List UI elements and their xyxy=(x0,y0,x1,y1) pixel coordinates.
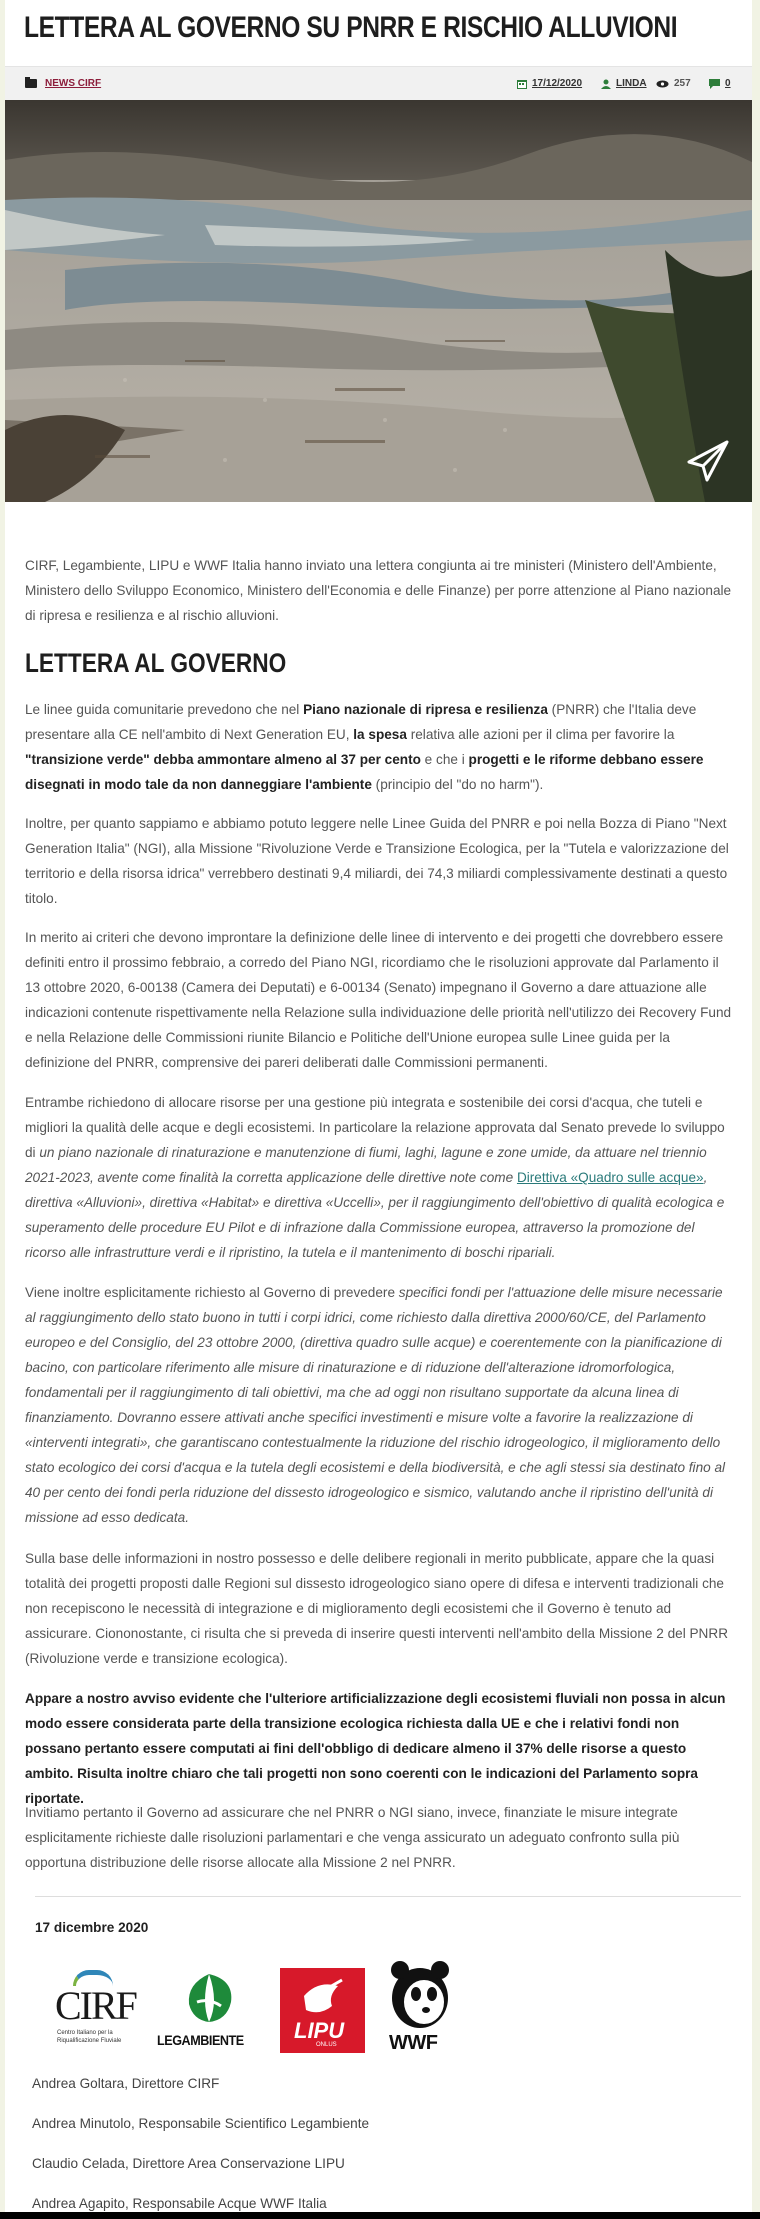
lipu-logo-text: LIPU xyxy=(294,2018,345,2043)
folder-icon xyxy=(25,79,37,88)
paragraph-1-text: Le linee guida comunitarie prevedono che nel Piano nazionale di ripresa e resilienza (PNRR) che l'Italia deve presentare alla CE nell'ambito di Next Generation EU, la spesa relativa alle azioni per il clima per favorire la "transizione verde" debba ammontare almeno al 37 per cento e che i progetti e le riforme debbano essere disegnati in modo tale da non danneggiare l'ambiente (principio del "do no harm"). xyxy=(25,702,704,792)
cirf-logo-text: CIRF xyxy=(55,1983,136,2028)
river-photo xyxy=(5,100,752,502)
paper-plane-icon[interactable] xyxy=(687,440,729,482)
paragraph-4 xyxy=(25,1090,735,1265)
cirf-logo-subtitle-1: Centro Italiano per la xyxy=(57,2030,113,2036)
views-count: 257 xyxy=(674,78,691,89)
intro-text: CIRF, Legambiente, LIPU e WWF Italia hanno inviato una lettera congiunta ai tre ministeri (Ministero dell'Ambiente, Ministero dello Sviluppo Economico, Ministero dell'Economia e delle Finanze) per porre attenzione al Piano nazionale di ripresa e resilienza e al rischio alluvioni. xyxy=(25,558,732,623)
paragraph-3 xyxy=(25,925,735,1075)
paragraph-8 xyxy=(25,1800,735,1875)
eye-icon xyxy=(656,80,669,88)
paragraph-8-text: Invitiamo pertanto il Governo ad assicurare che nel PNRR o NGI siano, invece, finanziate le misure integrate esplicitamente richieste dalle risoluzioni parlamentari e che venga assicurato un adeguato confronto sulla più opportuna distribuzione delle risorse allocate alla Missione 2 nel PNRR. xyxy=(25,1805,680,1870)
paragraph-4-text: Entrambe richiedono di allocare risorse per una gestione più integrata e sostenibile dei corsi d'acqua, che tuteli e migliori la qualità delle acque e degli ecosistemi. In particolare la relazione approvata dal Senato prevede lo sviluppo di un piano nazionale di rinaturazione e manutenzione di fiumi, laghi, lagune e zone umide, da attuare nel triennio 2021-2023, avente come finalità la corretta applicazione delle direttive note come Direttiva «Quadro sulle acque», direttiva «Alluvioni», direttiva «Habitat» e direttiva «Uccelli», per il raggiungimento dell'obiettivo di qualità ecologica e superamento delle procedure EU Pilot e di infrazione dalla Commissione europea, attraverso la promozione del ricorso alle infrastrutture verdi e il ripristino, la tutela e il mantenimento di boschi ripariali. xyxy=(25,1095,725,1260)
author-link[interactable]: LINDA xyxy=(616,78,647,89)
signature-1: Andrea Goltara, Direttore CIRF xyxy=(32,2076,220,2091)
article-meta-bar xyxy=(5,66,752,100)
article-title: LETTERA AL GOVERNO SU PNRR E RISCHIO ALLUVIONI xyxy=(24,11,678,44)
hero-image xyxy=(5,100,752,502)
paragraph-1 xyxy=(25,697,735,797)
article-page xyxy=(5,0,752,2219)
paragraph-7-text: Appare a nostro avviso evidente che l'ulteriore artificializzazione degli ecosistemi fluviali non possa in alcun modo essere considerata parte della transizione ecologica richiesta dalla UE e che i relativi fondi non possano pertanto essere computati ai fini dell'obbligo di dedicare almeno il 37% delle risorse a questo ambito. Risulta inoltre chiaro che tali progetti non sono coerenti con le indicazioni del Parlamento sopra riportate. xyxy=(25,1691,726,1806)
signature-4: Andrea Agapito, Responsabile Acque WWF Italia xyxy=(32,2196,327,2211)
comments-link[interactable]: 0 xyxy=(725,78,731,89)
cirf-logo xyxy=(55,1970,135,2050)
wwf-logo xyxy=(385,1960,455,2060)
paragraph-5-text: Viene inoltre esplicitamente richiesto al Governo di prevedere specifici fondi per l'attuazione delle misure necessarie al raggiungimento dello stato buono in tutti i corpi idrici, come richiesto dalla direttiva 2000/60/CE, del Parlamento europeo e del Consiglio, del 23 ottobre 2000, (direttiva quadro sulle acque) e coerentemente con la pianificazione di bacino, con particolare riferimento alle misure di rinaturazione e di riduzione dell'alterazione idromorfologica, fondamentali per il raggiungimento di tali obiettivi, ma che ad oggi non risultano supportate da alcuna linea di finanziamento. Dovranno essere attivati anche specifici investimenti e misure volte a favorire la realizzazione di «interventi integrati», che garantiscano contestualmente la riduzione del rischio idrogeologico, il miglioramento dello stato ecologico dei corsi d'acqua e la tutela degli ecosistemi e della biodiversità, e che agli stessi sia destinato fino al 40 per cento dei fondi perla riduzione del dissesto idrogeologico e sismico, valutando anche il ripristino dell'unità di missione ad esso dedicata. xyxy=(25,1285,726,1525)
divider xyxy=(35,1896,741,1897)
calendar-icon xyxy=(517,79,527,89)
wwf-logo-text: WWF xyxy=(389,2032,438,2054)
paragraph-5 xyxy=(25,1280,735,1530)
partner-logos xyxy=(45,1960,485,2060)
category-link[interactable]: NEWS CIRF xyxy=(45,78,102,89)
lipu-logo-subtitle: ONLUS xyxy=(316,2042,337,2048)
intro-paragraph xyxy=(25,553,735,628)
signature-2: Andrea Minutolo, Responsabile Scientifico Legambiente xyxy=(32,2116,370,2131)
paragraph-7 xyxy=(25,1686,735,1811)
paragraph-2 xyxy=(25,811,735,911)
bottom-bar xyxy=(0,2212,760,2219)
paragraph-2-text: Inoltre, per quanto sappiamo e abbiamo potuto leggere nelle Linee Guida del PNRR e poi nella Bozza di Piano "Next Generation Italia" (NGI), alla Missione "Rivoluzione Verde e Transizione Ecologica, per la "Tutela e valorizzazione del territorio e della risorsa idrica" verrebbero destinati 9,4 miliardi, dei 74,3 miliardi complessivamente destinati a questo titolo. xyxy=(25,816,729,906)
author-meta xyxy=(601,78,647,89)
user-icon xyxy=(601,79,611,89)
date-link[interactable]: 17/12/2020 xyxy=(532,78,583,89)
views-meta xyxy=(656,78,691,89)
lipu-logo xyxy=(280,1968,365,2053)
cirf-logo-subtitle-2: Riqualificazione Fluviale xyxy=(57,2038,122,2044)
comment-icon xyxy=(709,79,720,89)
date-meta xyxy=(517,78,582,89)
legambiente-logo-text: LEGAMBIENTE xyxy=(157,2032,244,2048)
direttiva-quadro-link[interactable]: Direttiva «Quadro sulle acque» xyxy=(516,1170,704,1185)
paragraph-6-text: Sulla base delle informazioni in nostro possesso e delle delibere regionali in merito pubblicate, appare che la quasi totalità dei progetti proposti dalle Regioni sul dissesto idrogeologico siano opere di difesa e interventi tradizionali che non recepiscono le necessità di integrazione e di miglioramento degli ecosistemi che il Governo è tenuto ad assicurare. Ciononostante, ci risulta che si preveda di inserire questi interventi nell'ambito della Missione 2 del PNRR (Rivoluzione verde e transizione ecologica). xyxy=(25,1551,729,1666)
comments-meta xyxy=(709,78,731,89)
signature-3: Claudio Celada, Direttore Area Conservazione LIPU xyxy=(32,2156,345,2171)
category xyxy=(25,78,101,89)
paragraph-3-text: In merito ai criteri che devono improntare la definizione delle linee di intervento e dei progetti che dovrebbero essere definiti entro il prossimo febbraio, a corredo del Piano NGI, ricordiamo che le risoluzioni approvate dal Parlamento il 13 ottobre 2020, 6-00138 (Camera dei Deputati) e 6-00134 (Senato) impegnano il Governo a dare attuazione alle indicazioni contenute rispettivamente nella Relazione sulla individuazione delle priorità nell'utilizzo dei Recovery Fund e nella Relazione delle Commissioni riunite Bilancio e Politiche dell'Unione europea sulle Linee guida per la definizione del PNRR, comprensive dei pareri deliberati dalle Commissioni permanenti. xyxy=(25,930,732,1070)
section-title: LETTERA AL GOVERNO xyxy=(25,648,287,678)
legambiente-logo xyxy=(157,1972,257,2052)
letter-date: 17 dicembre 2020 xyxy=(35,1920,149,1935)
paragraph-6 xyxy=(25,1546,735,1671)
